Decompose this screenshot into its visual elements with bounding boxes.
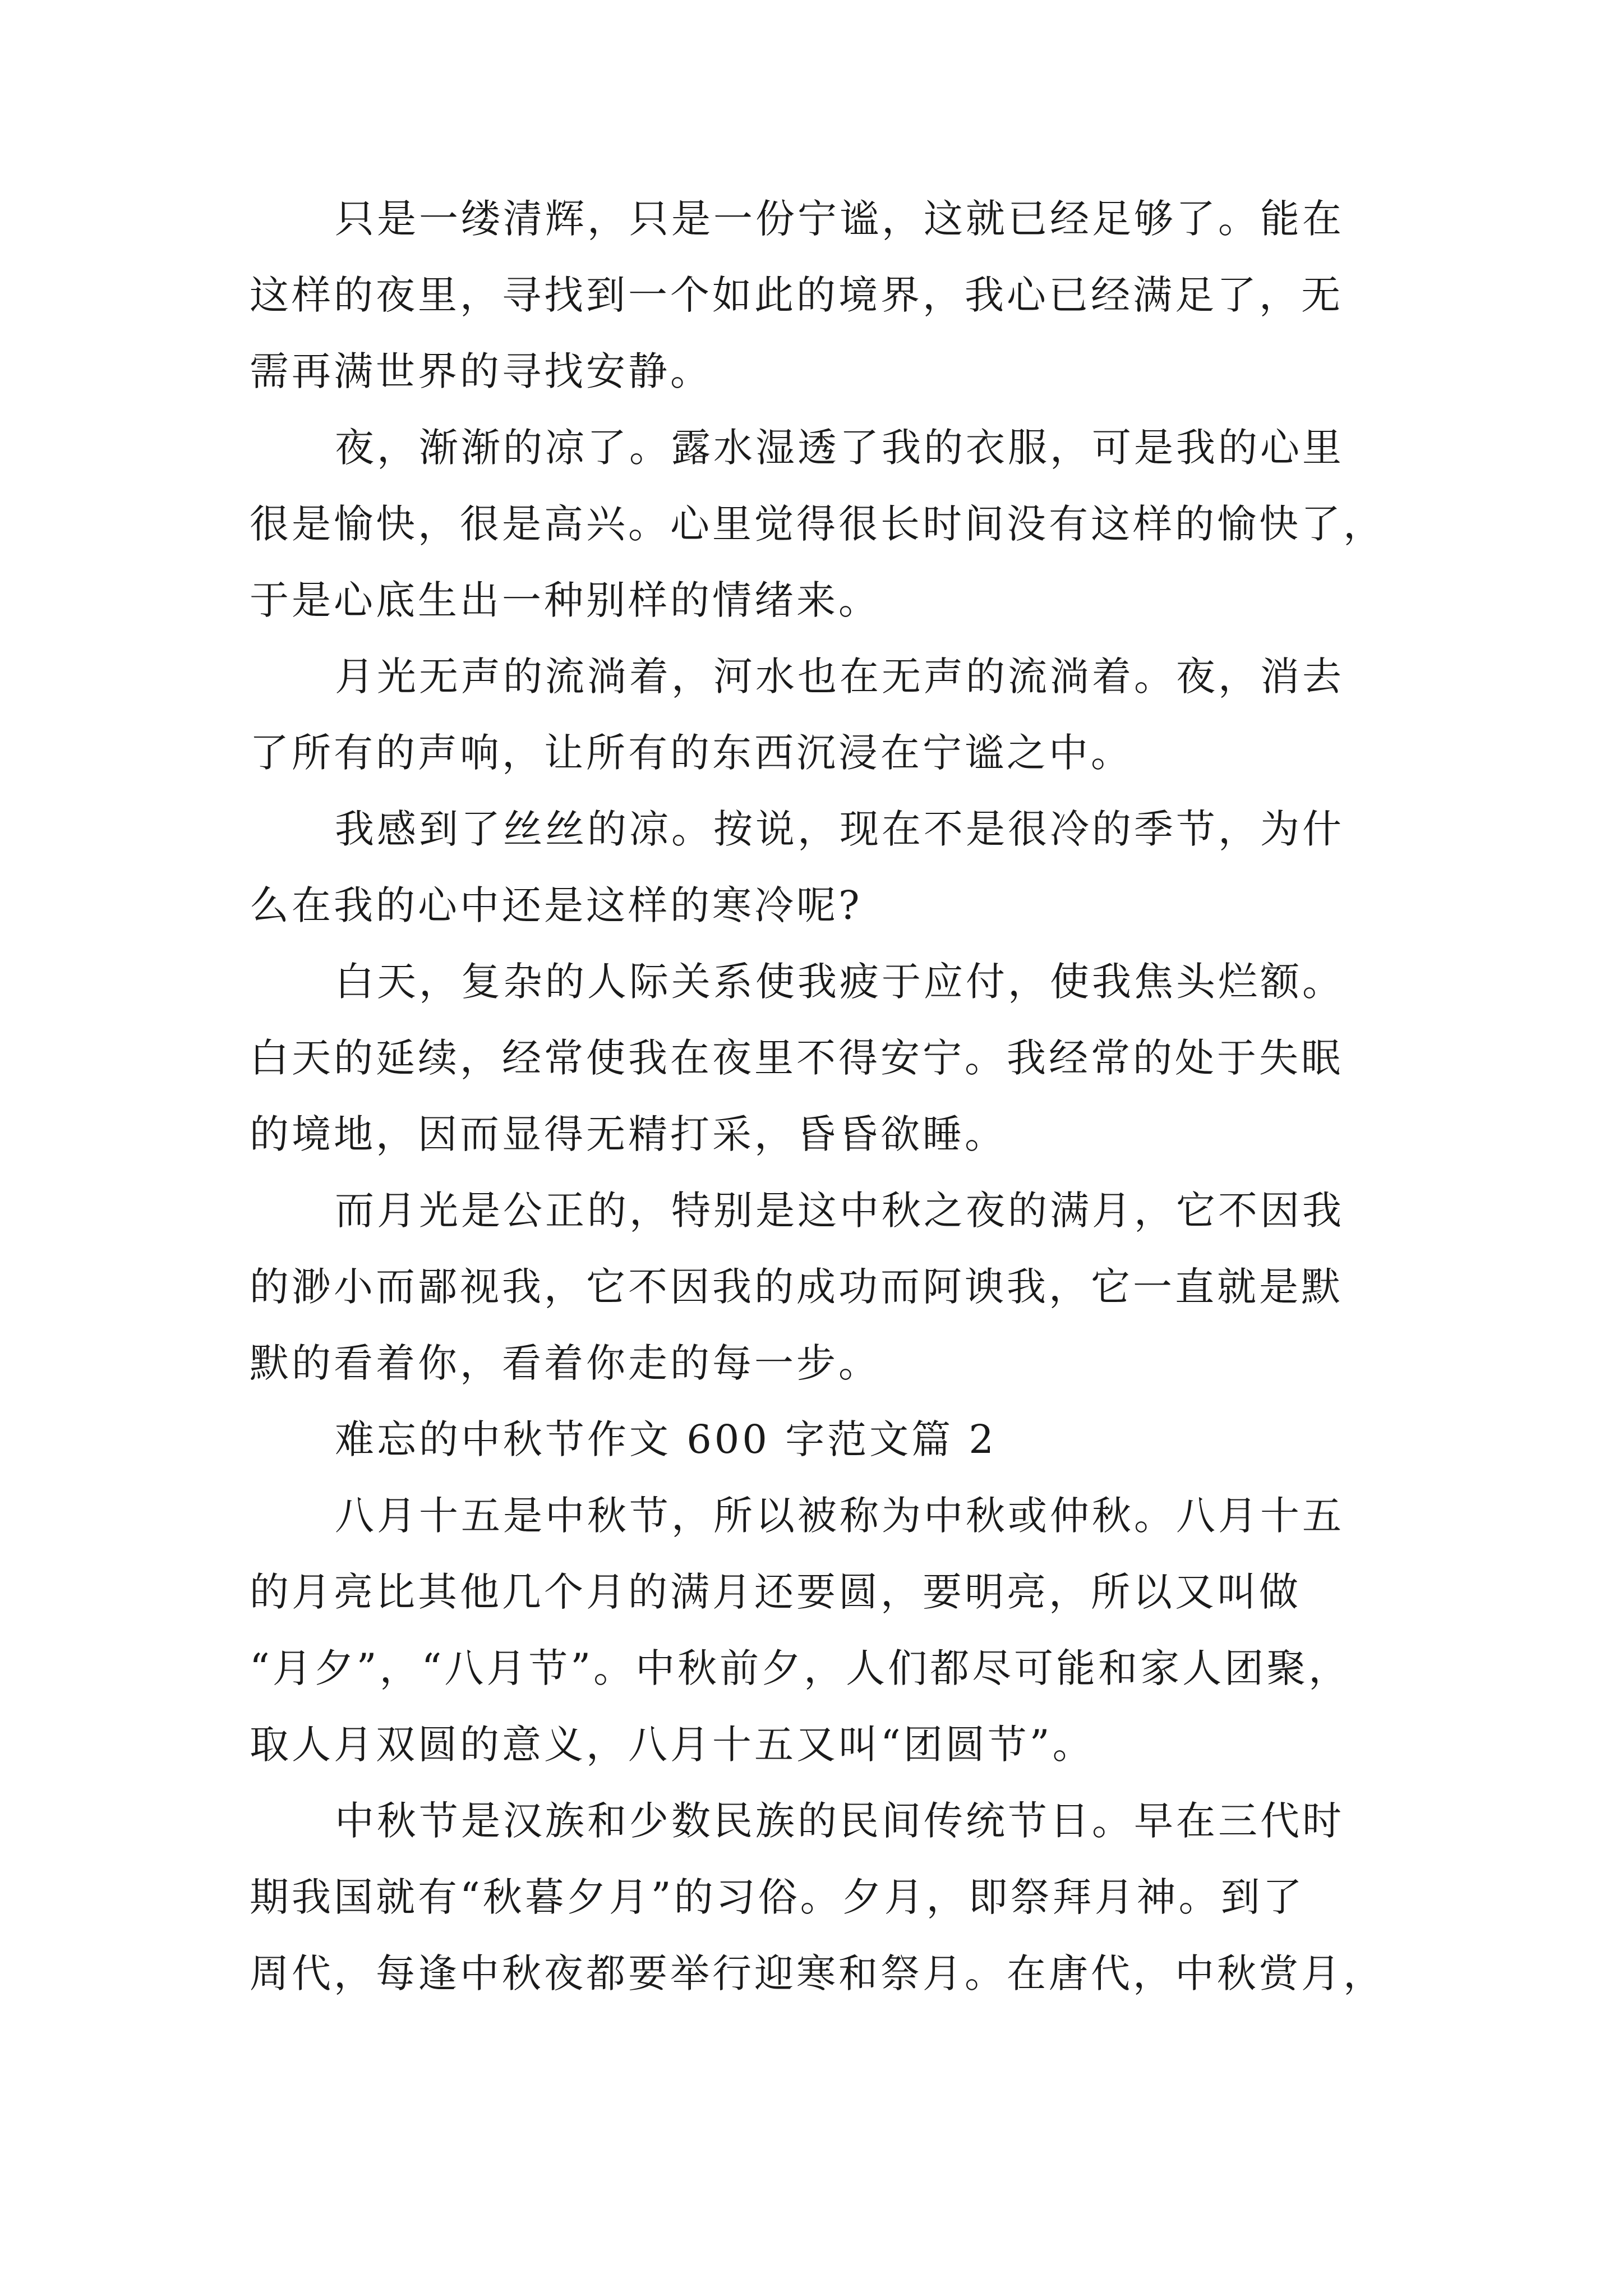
paragraph <box>250 191 1388 420</box>
text-line: 我感到了丝丝的凉。按说，现在不是很冷的季节，为什 <box>335 806 1344 852</box>
text-line: 默的看着你，看着你走的每一步。 <box>250 1340 880 1386</box>
text-line: 了所有的声响，让所有的东西沉浸在宁谧之中。 <box>250 730 1133 776</box>
section-heading <box>250 1411 1388 1488</box>
text-line: 的境地，因而显得无精打采，昏昏欲睡。 <box>250 1111 1007 1157</box>
heading-line: 难忘的中秋节作文 600 字范文篇 2 <box>335 1416 997 1462</box>
text-line: 夜，渐渐的凉了。露水湿透了我的衣服，可是我的心里 <box>335 425 1344 471</box>
document-body <box>250 191 1388 2022</box>
text-line: 的月亮比其他几个月的满月还要圆，要明亮，所以又叫做 <box>250 1569 1301 1615</box>
text-line: 月光无声的流淌着，河水也在无声的流淌着。夜，消去 <box>335 654 1344 700</box>
text-line: 于是心底生出一种别样的情绪来。 <box>250 577 880 623</box>
text-line: 很是愉快，很是高兴。心里觉得很长时间没有这样的愉快了， <box>250 501 1385 547</box>
text-line: “月夕”，“八月节”。中秋前夕，人们都尽可能和家人团聚， <box>250 1645 1351 1691</box>
paragraph <box>250 1182 1388 1411</box>
paragraph <box>250 648 1388 801</box>
text-line: 只是一缕清辉，只是一份宁谧，这就已经足够了。能在 <box>335 196 1344 242</box>
text-line: 而月光是公正的，特别是这中秋之夜的满月，它不因我 <box>335 1188 1344 1234</box>
paragraph <box>250 1793 1388 2022</box>
text-line: 取人月双圆的意义，八月十五又叫“团圆节”。 <box>250 1722 1095 1768</box>
text-line: 白天，复杂的人际关系使我疲于应付，使我焦头烂额。 <box>335 959 1344 1005</box>
text-line: 周代，每逢中秋夜都要举行迎寒和祭月。在唐代，中秋赏月， <box>250 1950 1385 1996</box>
text-line: 中秋节是汉族和少数民族的民间传统节日。早在三代时 <box>335 1798 1344 1844</box>
text-line: 这样的夜里，寻找到一个如此的境界，我心已经满足了，无 <box>250 272 1343 318</box>
paragraph <box>250 954 1388 1182</box>
paragraph <box>250 1488 1388 1793</box>
text-line: 需再满世界的寻找安静。 <box>250 348 712 394</box>
text-line: 么在我的心中还是这样的寒冷呢? <box>250 882 863 928</box>
text-line: 白天的延续，经常使我在夜里不得安宁。我经常的处于失眠 <box>250 1035 1343 1081</box>
text-line: 八月十五是中秋节，所以被称为中秋或仲秋。八月十五 <box>335 1493 1344 1539</box>
text-line: 期我国就有“秋暮夕月”的习俗。夕月，即祭拜月神。到了 <box>250 1874 1305 1920</box>
paragraph <box>250 801 1388 954</box>
paragraph <box>250 420 1388 648</box>
text-line: 的渺小而鄙视我，它不因我的成功而阿谀我，它一直就是默 <box>250 1264 1343 1310</box>
